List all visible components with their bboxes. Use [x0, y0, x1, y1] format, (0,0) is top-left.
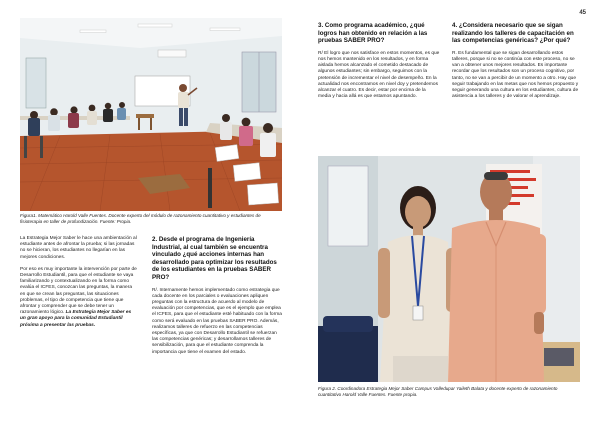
question-2-answer: R/. Internamente hemos implementado como estrategia que cada docente en los parciales o evaluaciones apliquen preguntas con la estructura de acuerdo al modelo de evaluación por competencias, que es el ejemplo que emplea el ICFES, para que el estudiante esté habituado con la forma como será evaluado en las pruebas SABER PRO. Además, realizamos talleres de refuerzo en las competencias específicas, ya que con Desarrollo Estudiantil se refuerzan las competencias genéricas; y desarrollamos talleres de sensibilización, para que el estudiante comprenda la importancia que tiene el examen del estado. [152, 287, 282, 355]
middle-text-column [152, 236, 282, 362]
question-4-answer: R. Es fundamental que se sigan desarrollando estos talleres, porque si no se continúa con este proceso, no se van a obtener unos mejores resultados. Es importante recordar que los resultados son un proceso cognitivo, por tanto, no se van a percibir de un momento a otro. Hay que seguir trabajando en las metas que nos hemos propuesto y seguir generando una cultura en los estudiantes, cultura de asistencia a los talleres y de valorar el aprendizaje. [452, 50, 579, 100]
figure-2-portrait-photo [318, 156, 580, 382]
left-paragraph-1: La Estrategia Mejor Saber le hace una ambientación al estudiante antes de afrontar la prueba; si las jornadas no se hicieran, los estudiantes no llegarían en las mejores condiciones. [20, 236, 137, 260]
question-3-answer: R/ El logro que nos satisface en estos momentos, es que nos hemos mantenido en los resultados, y en forma aislada hemos alcanzado el cometido destacado de algunos estudiantes; sin embargo, seguimos con la pretensión de incrementar el nivel de desempeño. En la actualidad nos encontramos en nivel doy y pretendemos alcanzar el cuatro. Es decir, estar por encima de la media y hacia allá es que estamos apuntando. [318, 50, 440, 100]
page-number: 45 [579, 10, 586, 16]
left-paragraph-2-emphasis: La Estrategia Mejor Saber es un gran apoyo para la comunidad Estudiantil próxima a presentar las pruebas. [20, 310, 132, 328]
figure-2-caption: Figura 2. Coordinadora Estrategia Mejor Saber Campus Valledupar Yaileth Balata y docente experto de razonamiento cuantitativo Harold Valle Fuentes. Fuente propia. [318, 386, 558, 397]
right-top-right-column [452, 22, 580, 106]
right-top-left-column [318, 22, 440, 106]
portrait-illustration [318, 156, 580, 382]
left-paragraph-2-text: Por eso es muy importante la intervención por parte de Desarrollo Estudiantil, para que el estudiante se vaya familiarizando y contextualizando en la forma como evalúa el ICFES, conozcan las preguntas, la manera en que se crean las preguntas, las situaciones problemas, el tipo de competencia que tiene que afrontar y comprender que se debe tener un razonamiento lógico. [20, 266, 137, 316]
classroom-illustration [20, 18, 282, 211]
figure-1-caption: Figura1. Matemático Harold Valle Fuentes. Docente experto del módulo de razonamiento cuantitativo y estudiantes de fisioterapia en taller de profundización. Fuente: Propia. [20, 213, 261, 224]
left-paragraph-2 [20, 267, 138, 329]
question-3-heading: 3. Como programa académico, ¿qué logros han obtenido en relación a las pruebas SABER PRO? [318, 22, 428, 45]
figure-1-classroom-photo [20, 18, 282, 211]
question-4-heading: 4. ¿Considera necesario que se sigan realizando los talleres de capacitación en las competencias genéricas? ¿Por qué? [452, 22, 574, 45]
question-2-heading: 2. Desde el programa de Ingeniería Industrial, al cual también se encuentra vinculado ¿qué acciones internas han desarrollado para optimizar los resultados de los estudiantes en la pruebas SABER PRO? [152, 236, 277, 281]
left-text-column [20, 236, 138, 335]
